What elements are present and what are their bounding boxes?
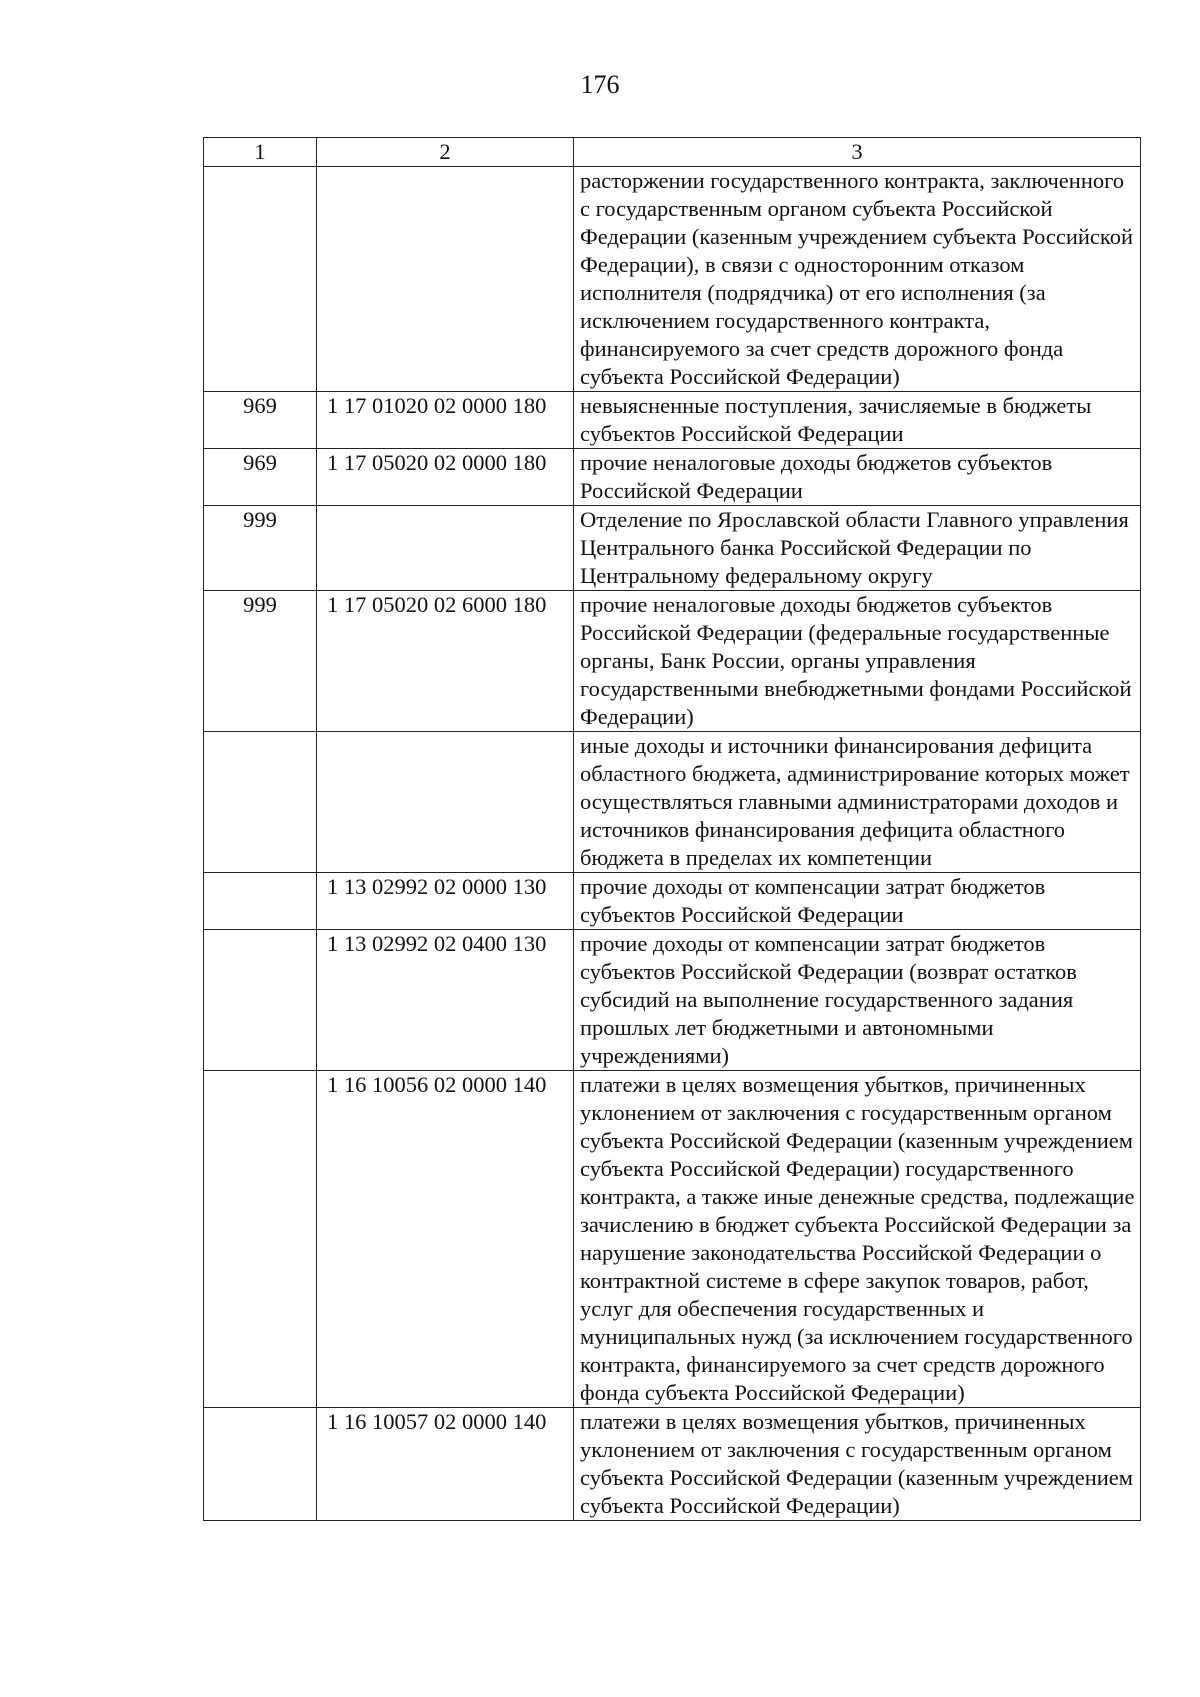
description-cell: прочие неналоговые доходы бюджетов субъектов Российской Федерации (федеральные государственные органы, Банк России, органы управления государственными внебюджетными фондами Российской Федерации) — [574, 591, 1141, 732]
budget-code-cell: 1 16 10056 02 0000 140 — [317, 1071, 574, 1408]
admin-code-cell — [204, 873, 317, 930]
budget-code-cell: 1 17 01020 02 0000 180 — [317, 392, 574, 449]
admin-code-cell: 999 — [204, 591, 317, 732]
table-row — [204, 1071, 1141, 1408]
description-cell: прочие неналоговые доходы бюджетов субъектов Российской Федерации — [574, 449, 1141, 506]
page-number: 176 — [580, 70, 620, 99]
table-row — [204, 873, 1141, 930]
table-header-row — [204, 138, 1141, 167]
admin-code-cell — [204, 930, 317, 1071]
budget-code-cell — [317, 506, 574, 591]
budget-code-cell: 1 17 05020 02 6000 180 — [317, 591, 574, 732]
table-row — [204, 449, 1141, 506]
description-cell: невыясненные поступления, зачисляемые в бюджеты субъектов Российской Федерации — [574, 392, 1141, 449]
table-row — [204, 591, 1141, 732]
table-row — [204, 1408, 1141, 1521]
budget-code-cell: 1 13 02992 02 0000 130 — [317, 873, 574, 930]
table-row — [204, 167, 1141, 392]
header-col-2: 2 — [317, 138, 574, 167]
description-cell: иные доходы и источники финансирования дефицита областного бюджета, администрирование которых может осуществляться главными администраторами доходов и источников финансирования дефицита областного бюджета в пределах их компетенции — [574, 732, 1141, 873]
budget-code-cell: 1 17 05020 02 0000 180 — [317, 449, 574, 506]
budget-code-cell — [317, 167, 574, 392]
description-cell: расторжении государственного контракта, заключенного с государственным органом субъекта Российской Федерации (казенным учреждением субъекта Российской Федерации), в связи с односторонним отказом исполнителя (подрядчика) от его исполнения (за исключением государственного контракта, финансируемого за счет средств дорожного фонда субъекта Российской Федерации) — [574, 167, 1141, 392]
budget-code-cell: 1 16 10057 02 0000 140 — [317, 1408, 574, 1521]
admin-code-cell — [204, 1408, 317, 1521]
admin-code-cell — [204, 1071, 317, 1408]
admin-code-cell — [204, 732, 317, 873]
admin-code-cell: 969 — [204, 392, 317, 449]
description-cell: прочие доходы от компенсации затрат бюджетов субъектов Российской Федерации (возврат остатков субсидий на выполнение государственного задания прошлых лет бюджетными и автономными учреждениями) — [574, 930, 1141, 1071]
admin-code-cell — [204, 167, 317, 392]
table-row — [204, 732, 1141, 873]
budget-code-cell — [317, 732, 574, 873]
table-row — [204, 392, 1141, 449]
description-cell: платежи в целях возмещения убытков, причиненных уклонением от заключения с государственным органом субъекта Российской Федерации (казенным учреждением субъекта Российской Федерации) государственного контракта, а также иные денежные средства, подлежащие зачислению в бюджет субъекта Российской Федерации за нарушение законодательства Российской Федерации о контрактной системе в сфере закупок товаров, работ, услуг для обеспечения государственных и муниципальных нужд (за исключением государственного контракта, финансируемого за счет средств дорожного фонда субъекта Российской Федерации) — [574, 1071, 1141, 1408]
budget-code-cell: 1 13 02992 02 0400 130 — [317, 930, 574, 1071]
table-row — [204, 506, 1141, 591]
description-cell: платежи в целях возмещения убытков, причиненных уклонением от заключения с государственным органом субъекта Российской Федерации (казенным учреждением субъекта Российской Федерации) — [574, 1408, 1141, 1521]
header-col-3: 3 — [574, 138, 1141, 167]
description-cell: прочие доходы от компенсации затрат бюджетов субъектов Российской Федерации — [574, 873, 1141, 930]
description-cell: Отделение по Ярославской области Главного управления Центрального банка Российской Федерации по Центральному федеральному округу — [574, 506, 1141, 591]
table-row — [204, 930, 1141, 1071]
budget-codes-table — [203, 137, 1141, 1521]
admin-code-cell: 999 — [204, 506, 317, 591]
header-col-1: 1 — [204, 138, 317, 167]
admin-code-cell: 969 — [204, 449, 317, 506]
